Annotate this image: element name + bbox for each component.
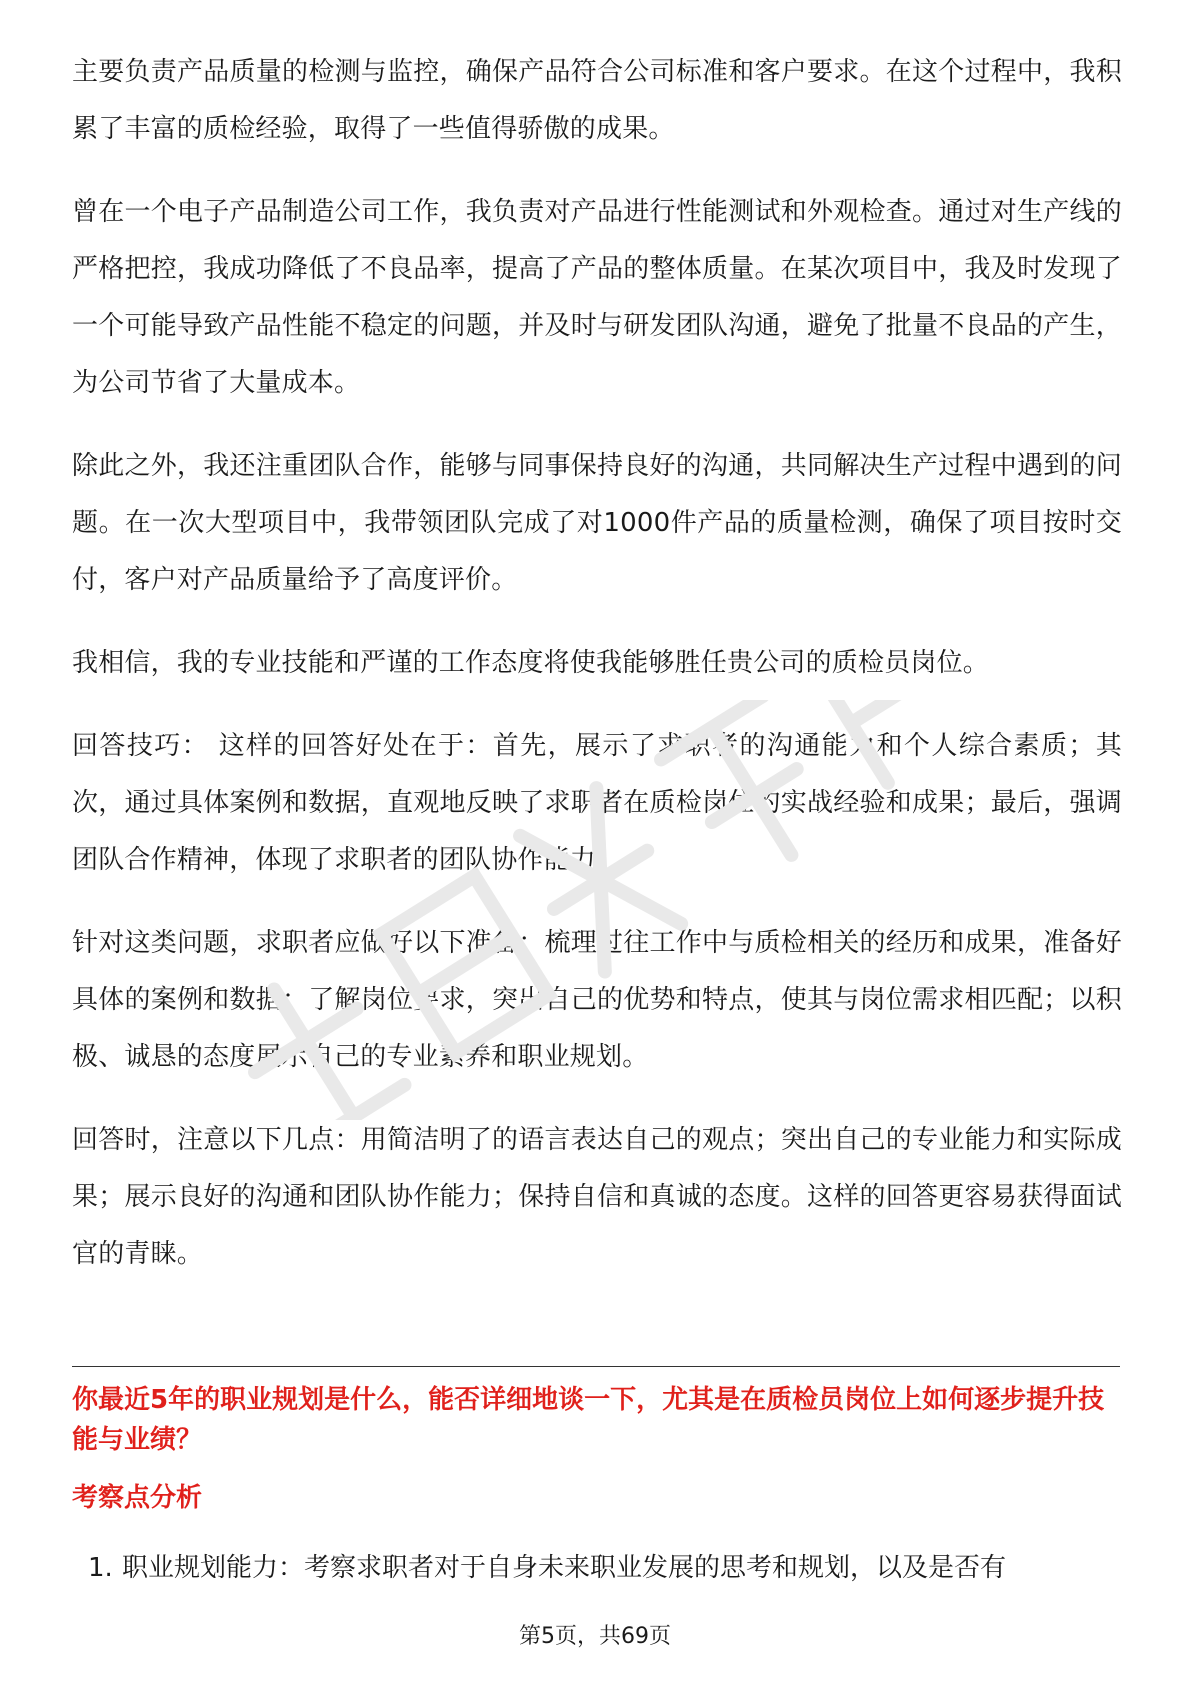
- interview-question: 你最近5年的职业规划是什么，能否详细地谈一下，尤其是在质检员岗位上如何逐步提升技能与业绩？: [72, 1385, 1105, 1455]
- paragraph-intro: 主要负责产品质量的检测与监控，确保产品符合公司标准和客户要求。在这个过程中，我积累了丰富的质检经验，取得了一些值得骄傲的成果。: [72, 57, 1122, 144]
- page-footer: 第5页，共69页: [519, 1624, 671, 1649]
- document-body: [72, 44, 1122, 1309]
- paragraph-teamwork: 除此之外，我还注重团队合作，能够与同事保持良好的沟通，共同解决生产过程中遇到的问题。在一次大型项目中，我带领团队完成了对1000件产品的质量检测，确保了项目按时交付，客户对产品质量给予了高度评价。: [72, 451, 1122, 595]
- list-item-text: 职业规划能力：考察求职者对于自身未来职业发展的思考和规划，以及是否有: [122, 1553, 1007, 1583]
- list-item-number: 1.: [88, 1553, 113, 1583]
- paragraph-answer-tips: 回答技巧： 这样的回答好处在于：首先，展示了求职者的沟通能力和个人综合素质；其次，通过具体案例和数据，直观地反映了求职者在质检岗位的实战经验和成果；最后，强调团队合作精神，体现了求职者的团队协作能力。: [72, 731, 1122, 875]
- paragraph-conclusion: 我相信，我的专业技能和严谨的工作态度将使我能够胜任贵公司的质检员岗位。: [72, 648, 990, 678]
- paragraph-answer-notes: 回答时，注意以下几点：用简洁明了的语言表达自己的观点；突出自己的专业能力和实际成果；展示良好的沟通和团队协作能力；保持自信和真诚的态度。这样的回答更容易获得面试官的青睐。: [72, 1125, 1122, 1269]
- paragraph-experience: 曾在一个电子产品制造公司工作，我负责对产品进行性能测试和外观检查。通过对生产线的严格把控，我成功降低了不良品率，提高了产品的整体质量。在某次项目中，我及时发现了一个可能导致产品性能不稳定的问题，并及时与研发团队沟通，避免了批量不良品的产生，为公司节省了大量成本。: [72, 197, 1122, 398]
- section-heading: 考察点分析: [72, 1483, 203, 1513]
- paragraph-preparation: 针对这类问题，求职者应做好以下准备：梳理过往工作中与质检相关的经历和成果，准备好具体的案例和数据；了解岗位要求，突出自己的优势和特点，使其与岗位需求相匹配；以积极、诚恳的态度展示自己的专业素养和职业规划。: [72, 928, 1122, 1072]
- list-item: [88, 1548, 1128, 1588]
- section-divider: [72, 1366, 1120, 1367]
